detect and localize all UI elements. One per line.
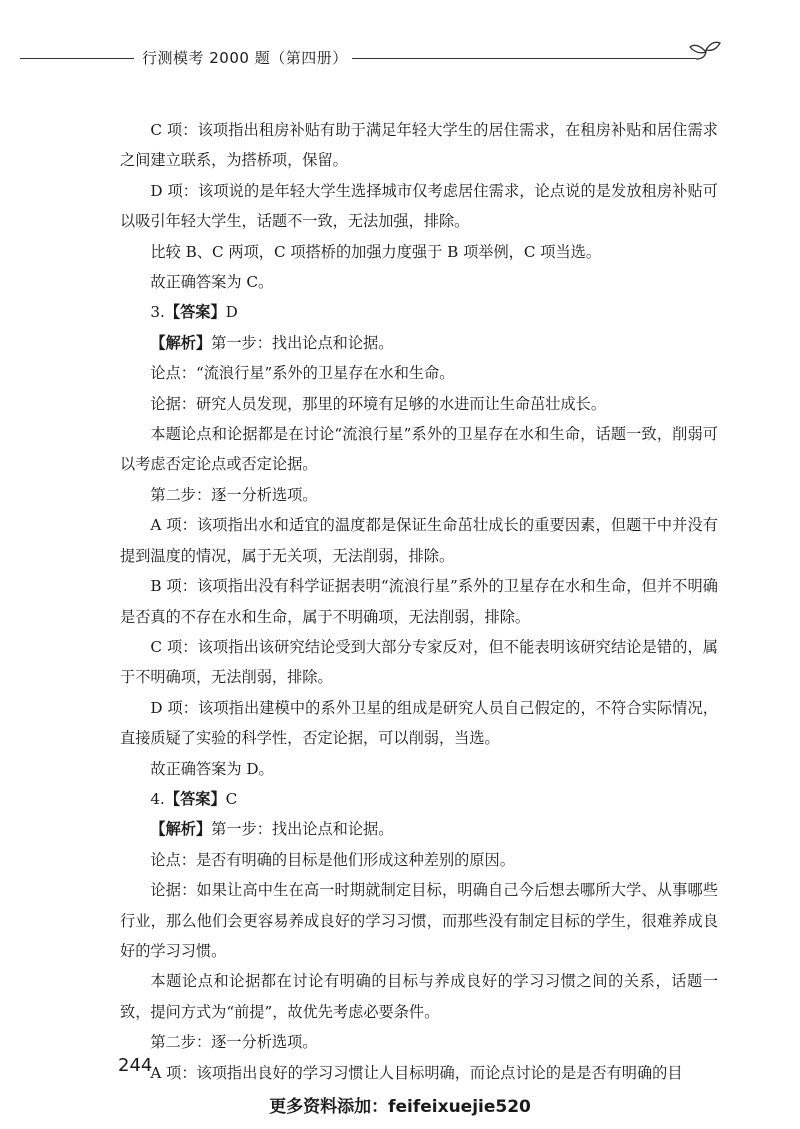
page-number: 244: [118, 1055, 153, 1076]
paragraph: D 项：该项说的是年轻大学生选择城市仅考虑居住需求，论点说的是发放租房补贴可以吸引年轻大学生，话题不一致，无法加强，排除。: [120, 181, 718, 231]
analysis-tag: 【解析】: [150, 820, 212, 839]
answer-value: C: [225, 789, 238, 808]
question-4-answer: [120, 784, 718, 814]
answer-value: D: [225, 303, 238, 322]
analysis-step: 第一步：找出论点和论据。: [211, 820, 394, 839]
analysis-tag: 【解析】: [150, 333, 212, 352]
paragraph: 故正确答案为 D。: [150, 759, 274, 778]
paragraph: 本题论点和论据都是在讨论“流浪行星”系外的卫星存在水和生命，话题一致，削弱可以考虑否定论点或否定论据。: [120, 425, 718, 474]
paragraph: 论点：“流浪行星”系外的卫星存在水和生命。: [150, 364, 455, 383]
paragraph: B 项：该项指出没有科学证据表明“流浪行星”系外的卫星存在水和生命，但并不明确是否真的不存在水和生命，属于不明确项，无法削弱，排除。: [120, 577, 718, 626]
footer-note: 更多资料添加：feifeixuejie520: [269, 1097, 531, 1117]
header-title: 行测模考 2000 题（第四册）: [138, 47, 352, 68]
answer-tag: 【答案】: [164, 303, 226, 322]
paragraph: D 项：该项指出建模中的系外卫星的组成是研究人员自己假定的，不符合实际情况，直接质疑了实验的科学性，否定论据，可以削弱，当选。: [120, 698, 718, 748]
question-number: 3.: [150, 303, 165, 322]
paragraph: 论点：是否有明确的目标是他们形成这种差别的原因。: [150, 850, 515, 869]
question-3-answer: [120, 297, 718, 327]
answer-tag: 【答案】: [164, 789, 226, 808]
paragraph: 比较 B、C 两项，C 项搭桥的加强力度强于 B 项举例，C 项当选。: [150, 242, 602, 261]
paragraph: 第二步：逐一分析选项。: [150, 485, 318, 504]
paragraph: A 项：该项指出水和适宜的温度都是保证生命茁壮成长的重要因素，但题干中并没有提到温度的情况，属于无关项，无法削弱，排除。: [120, 516, 718, 565]
question-4-analysis: [120, 814, 718, 844]
sprout-icon: [688, 38, 722, 68]
paragraph: 第二步：逐一分析选项。: [150, 1033, 318, 1052]
paragraph: A 项：该项指出良好的学习习惯让人目标明确，而论点讨论的是是否有明确的目: [150, 1063, 683, 1082]
header-rule-left: [20, 58, 134, 59]
paragraph: 本题论点和论据都在讨论有明确的目标与养成良好的学习习惯之间的关系，话题一致，提问方式为“前提”，故优先考虑必要条件。: [120, 972, 718, 1021]
paragraph: 故正确答案为 C。: [150, 273, 274, 292]
paragraph: 论据：研究人员发现，那里的环境有足够的水进而让生命茁壮成长。: [150, 394, 607, 413]
analysis-step: 第一步：找出论点和论据。: [211, 333, 394, 352]
running-header: [20, 42, 720, 74]
question-number: 4.: [150, 789, 165, 808]
paragraph: C 项：该项指出该研究结论受到大部分专家反对，但不能表明该研究结论是错的，属于不明确项，无法削弱，排除。: [120, 637, 718, 687]
page-body: [120, 115, 718, 1088]
question-3-analysis: [120, 328, 718, 358]
paragraph: 论据：如果让高中生在高一时期就制定目标，明确自己今后想去哪所大学、从事哪些行业，那么他们会更容易养成良好的学习习惯，而那些没有制定目标的学生，很难养成良好的学习习惯。: [120, 881, 718, 960]
paragraph: C 项：该项指出租房补贴有助于满足年轻大学生的居住需求，在租房补贴和居住需求之间建立联系，为搭桥项，保留。: [120, 121, 718, 170]
header-rule-right: [310, 58, 696, 59]
